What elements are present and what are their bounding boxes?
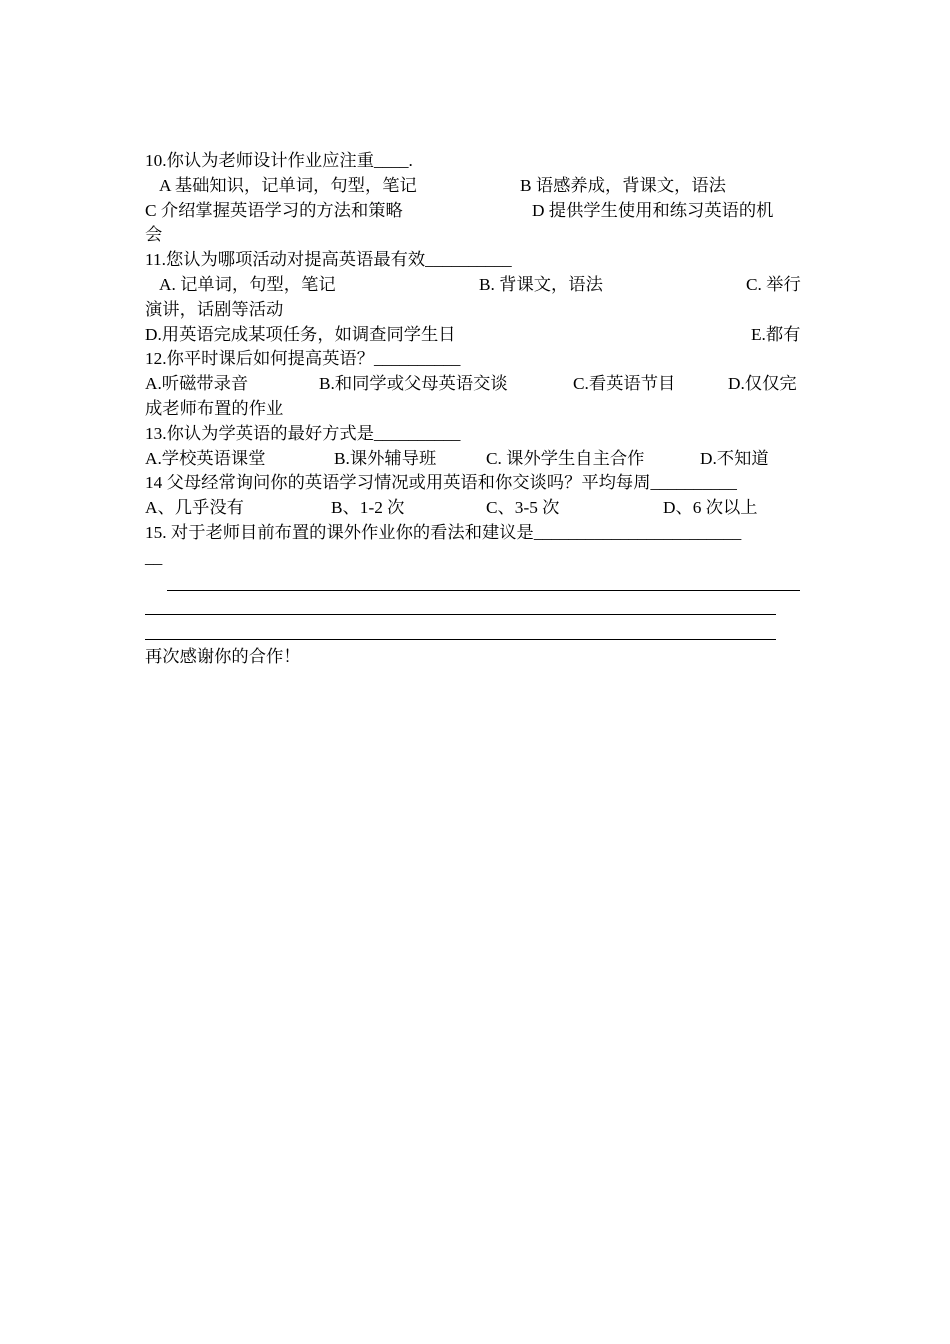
q14-option-b: B、1-2 次 [331,498,405,518]
q10-options-row-2 [145,199,810,224]
q13-option-a: A.学校英语课堂 [145,448,266,468]
survey-page [145,149,810,670]
answer-rule-3 [145,639,776,640]
q14-option-d: D、6 次以上 [663,498,758,518]
q11-option-b: B. 背课文，语法 [479,274,603,294]
q14-option-c: C、3-5 次 [486,498,560,518]
q15-question: 15. 对于老师目前布置的课外作业你的看法和建议是________________________ [145,522,742,542]
q12-option-a: A.听磁带录音 [145,374,249,394]
q11-option-e: E.都有 [751,324,801,344]
q11-option-c-wrap: 演讲，话剧等活动 [145,299,284,319]
answer-rule-1 [167,590,800,591]
q14-question: 14 父母经常询问你的英语学习情况或用英语和你交谈吗？平均每周__________ [145,473,737,493]
answer-rule-2 [145,614,776,615]
q10-option-d-wrap: 会 [145,225,163,245]
q11-options-row-2 [145,323,810,348]
answer-line-2 [145,595,810,620]
q13-options-row [145,447,810,472]
q13-option-d: D.不知道 [700,448,769,468]
q14-option-a: A、几乎没有 [145,498,244,518]
q12-option-c: C.看英语节目 [573,374,676,394]
q10-question: 10.你认为老师设计作业应注重____. [145,151,413,170]
q11-question: 11.您认为哪项活动对提高英语最有效__________ [145,250,512,270]
q12-option-b: B.和同学或父母英语交谈 [319,374,508,394]
answer-line-1 [145,571,810,596]
q14-options-row [145,496,810,521]
q13-question: 13.你认为学英语的最好方式是__________ [145,423,461,443]
q11-options-row-1 [145,273,810,298]
answer-line-3 [145,620,810,645]
q10-option-c: C 介绍掌握英语学习的方法和策略 [145,200,403,220]
closing-text: 再次感谢你的合作！ [145,646,301,666]
q11-option-a: A. 记单词，句型，笔记 [159,274,336,294]
q13-option-b: B.课外辅导班 [334,448,437,468]
q15-question-wrap: __ [145,547,163,567]
q10-options-row-1 [145,174,810,199]
q12-options-row [145,372,810,397]
q10-option-d: D 提供学生使用和练习英语的机 [532,200,774,220]
q12-question: 12.你平时课后如何提高英语？__________ [145,349,461,369]
q13-option-c: C. 课外学生自主合作 [486,448,645,468]
q11-option-c: C. 举行 [746,274,801,294]
q10-option-b: B 语感养成，背课文，语法 [520,175,726,195]
q12-option-d-wrap: 成老师布置的作业 [145,398,284,418]
q11-option-d: D.用英语完成某项任务，如调查同学生日 [145,324,456,344]
q10-option-a: A 基础知识，记单词，句型，笔记 [159,175,417,195]
q12-option-d: D.仅仅完 [728,374,797,394]
